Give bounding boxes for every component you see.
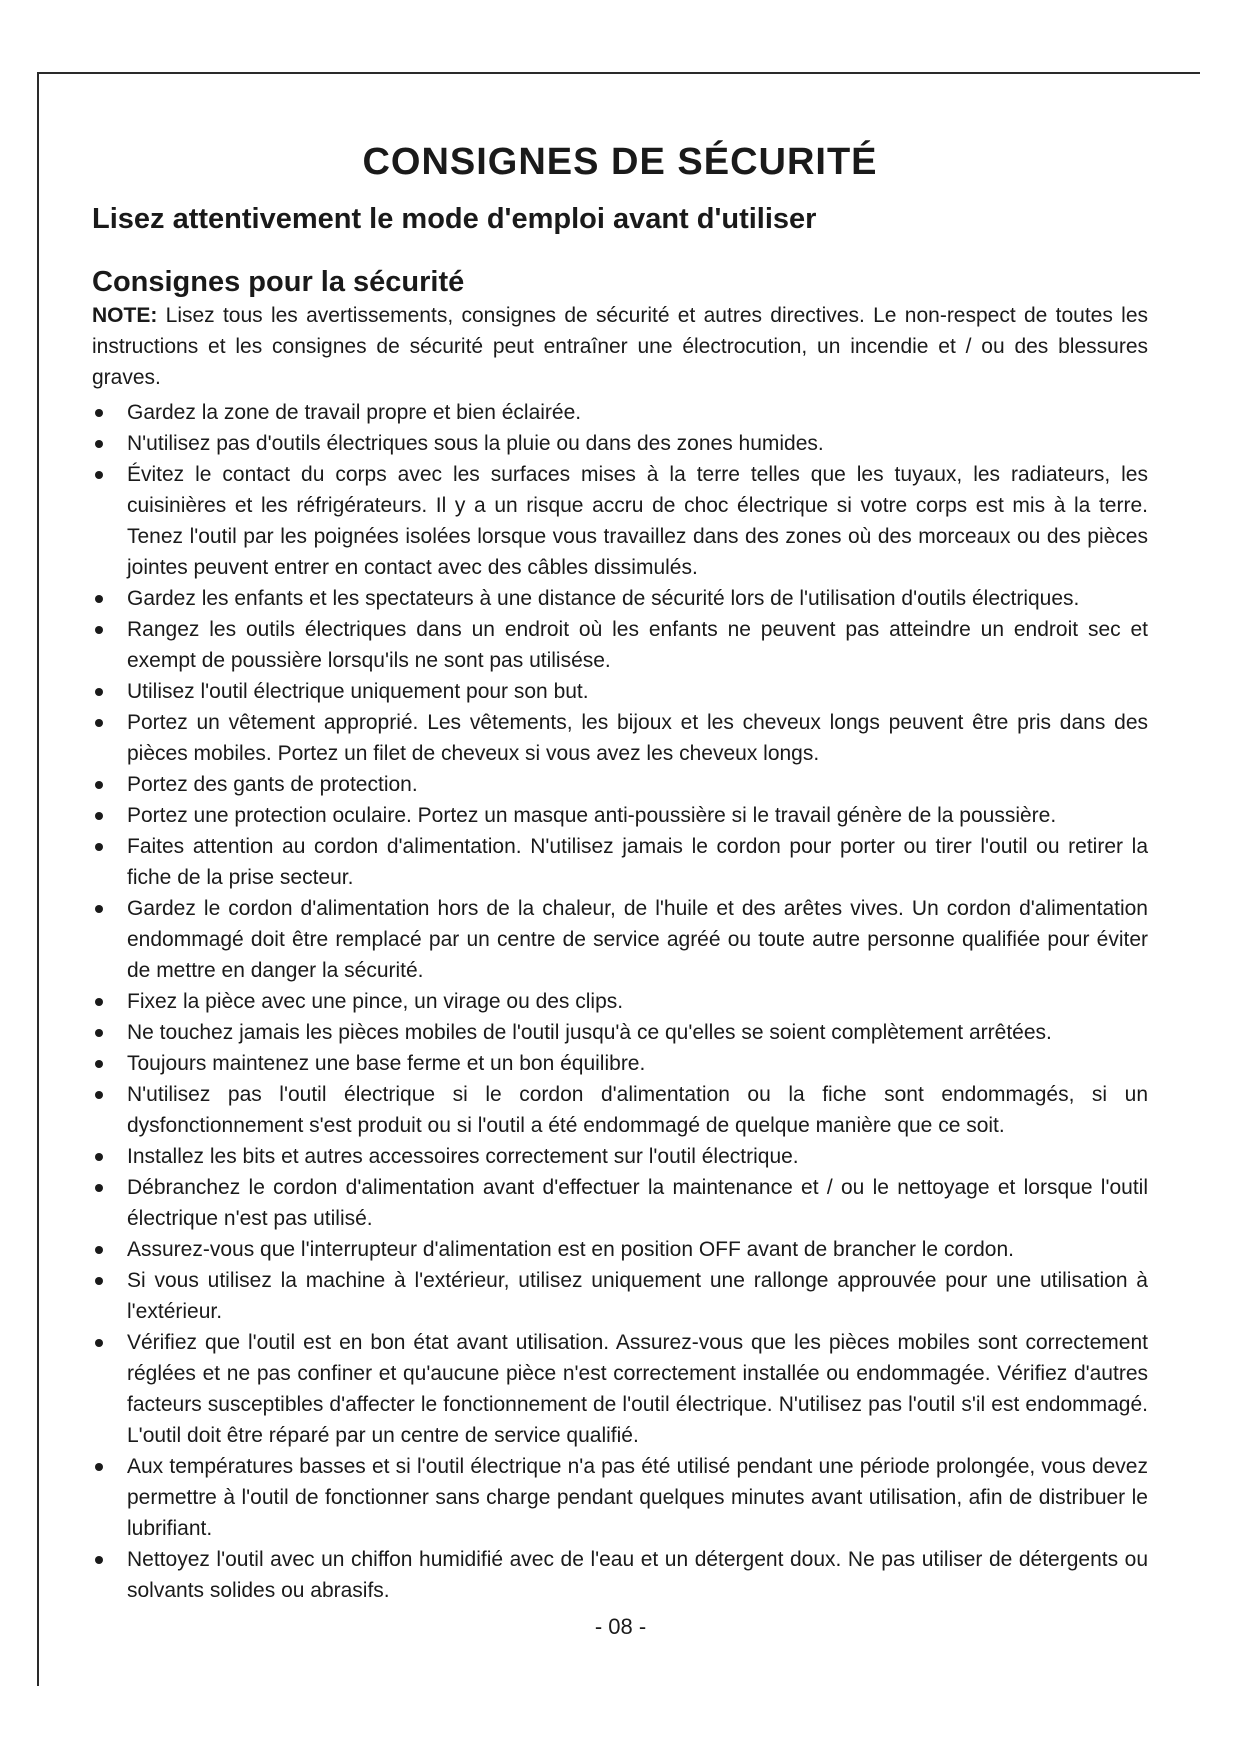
safety-rule-text: Débranchez le cordon d'alimentation avant d'effectuer la maintenance et / ou le nettoyage et lorsque l'outil électrique n'est pas utilisé. xyxy=(127,1176,1148,1230)
safety-rule-item xyxy=(92,428,1148,459)
safety-rule-item xyxy=(92,1079,1148,1141)
bullet-icon xyxy=(95,1091,103,1099)
safety-rule-text: N'utilisez pas d'outils électriques sous la pluie ou dans des zones humides. xyxy=(127,432,824,455)
safety-rule-item xyxy=(92,893,1148,986)
bullet-icon xyxy=(95,595,103,603)
bullet-icon xyxy=(95,1060,103,1068)
bullet-icon xyxy=(95,471,103,479)
safety-rule-item xyxy=(92,1451,1148,1544)
bullet-icon xyxy=(95,1246,103,1254)
note-text: Lisez tous les avertissements, consignes de sécurité et autres directives. Le non-respect de toutes les instructions et les consignes de sécurité peut entraîner une électrocution, un incendie et / ou des blessures graves. xyxy=(92,304,1148,389)
bullet-icon xyxy=(95,1184,103,1192)
bullet-icon xyxy=(95,626,103,634)
safety-rule-text: Faites attention au cordon d'alimentation. N'utilisez jamais le cordon pour porter ou tirer l'outil ou retirer la fiche de la prise secteur. xyxy=(127,835,1148,889)
bullet-icon xyxy=(95,1153,103,1161)
safety-rule-text: Aux températures basses et si l'outil électrique n'a pas été utilisé pendant une période prolongée, vous devez permettre à l'outil de fonctionner sans charge pendant quelques minutes avant utilisation, afin de distribuer le lubrifiant. xyxy=(127,1455,1148,1540)
safety-rule-item xyxy=(92,1234,1148,1265)
safety-rule-item xyxy=(92,707,1148,769)
page-border-left xyxy=(37,72,39,1686)
bullet-icon xyxy=(95,998,103,1006)
page-border-top xyxy=(37,72,1200,74)
safety-rule-text: Utilisez l'outil électrique uniquement pour son but. xyxy=(127,680,589,703)
safety-rule-text: Portez un vêtement approprié. Les vêtements, les bijoux et les cheveux longs peuvent être pris dans des pièces mobiles. Portez un filet de cheveux si vous avez les cheveux longs. xyxy=(127,711,1148,765)
bullet-icon xyxy=(95,1463,103,1471)
document-page xyxy=(92,138,1148,1606)
section-heading: Consignes pour la sécurité xyxy=(92,266,465,298)
safety-rule-item xyxy=(92,397,1148,428)
page-subtitle: Lisez attentivement le mode d'emploi avant d'utiliser xyxy=(92,203,817,235)
bullet-icon xyxy=(95,1339,103,1347)
safety-rule-item xyxy=(92,831,1148,893)
safety-rule-item xyxy=(92,676,1148,707)
safety-rule-text: Installez les bits et autres accessoires correctement sur l'outil électrique. xyxy=(127,1145,799,1168)
safety-rules-list xyxy=(92,397,1148,1606)
safety-rule-item xyxy=(92,614,1148,676)
bullet-icon xyxy=(95,409,103,417)
safety-rule-text: Gardez la zone de travail propre et bien éclairée. xyxy=(127,401,582,424)
safety-rule-item xyxy=(92,800,1148,831)
safety-rule-item xyxy=(92,986,1148,1017)
safety-rule-item xyxy=(92,1327,1148,1451)
safety-rule-item xyxy=(92,1265,1148,1327)
safety-rule-text: Vérifiez que l'outil est en bon état avant utilisation. Assurez-vous que les pièces mobiles sont correctement réglées et ne pas confiner et qu'aucune pièce n'est correctement installée ou endommagée. Vérifiez d'autres facteurs susceptibles d'affecter le fonctionnement de l'outil électrique. N'utilisez pas l'outil s'il est endommagé. L'outil doit être réparé par un centre de service qualifié. xyxy=(127,1331,1148,1447)
safety-rule-item xyxy=(92,769,1148,800)
safety-rule-text: Rangez les outils électriques dans un endroit où les enfants ne peuvent pas atteindre un endroit sec et exempt de poussière lorsqu'ils ne sont pas utilisése. xyxy=(127,618,1148,672)
page-title: CONSIGNES DE SÉCURITÉ xyxy=(362,141,878,183)
bullet-icon xyxy=(95,843,103,851)
safety-rule-text: Toujours maintenez une base ferme et un bon équilibre. xyxy=(127,1052,646,1075)
safety-rule-text: Évitez le contact du corps avec les surfaces mises à la terre telles que les tuyaux, les radiateurs, les cuisinières et les réfrigérateurs. Il y a un risque accru de choc électrique si votre corps est mis à la terre. Tenez l'outil par les poignées isolées lorsque vous travaillez dans des zones où des morceaux ou des pièces jointes peuvent entrer en contact avec des câbles dissimulés. xyxy=(127,463,1148,579)
bullet-icon xyxy=(95,1556,103,1564)
safety-rule-item xyxy=(92,459,1148,583)
safety-rule-text: Nettoyez l'outil avec un chiffon humidifié avec de l'eau et un détergent doux. Ne pas utiliser de détergents ou solvants solides ou abrasifs. xyxy=(127,1548,1148,1602)
bullet-icon xyxy=(95,688,103,696)
bullet-icon xyxy=(95,905,103,913)
note-label: NOTE: xyxy=(92,304,158,327)
safety-rule-text: Fixez la pièce avec une pince, un virage ou des clips. xyxy=(127,990,624,1013)
safety-rule-item xyxy=(92,1172,1148,1234)
safety-rule-item xyxy=(92,1017,1148,1048)
bullet-icon xyxy=(95,781,103,789)
note-paragraph xyxy=(92,300,1148,393)
safety-rule-text: Gardez le cordon d'alimentation hors de la chaleur, de l'huile et des arêtes vives. Un cordon d'alimentation endommagé doit être remplacé par un centre de service agréé ou toute autre personne qualifiée pour éviter de mettre en danger la sécurité. xyxy=(127,897,1148,982)
bullet-icon xyxy=(95,1029,103,1037)
bullet-icon xyxy=(95,812,103,820)
page-number: - 08 - xyxy=(594,1614,647,1639)
safety-rule-text: Portez une protection oculaire. Portez un masque anti-poussière si le travail génère de la poussière. xyxy=(127,804,1057,827)
bullet-icon xyxy=(95,440,103,448)
safety-rule-item xyxy=(92,1048,1148,1079)
safety-rule-text: Portez des gants de protection. xyxy=(127,773,418,796)
safety-rule-text: Assurez-vous que l'interrupteur d'alimentation est en position OFF avant de brancher le cordon. xyxy=(127,1238,1014,1261)
safety-rule-text: N'utilisez pas l'outil électrique si le cordon d'alimentation ou la fiche sont endommagés, si un dysfonctionnement s'est produit ou si l'outil a été endommagé de quelque manière que ce soit. xyxy=(127,1083,1148,1137)
safety-rule-item xyxy=(92,1544,1148,1606)
bullet-icon xyxy=(95,719,103,727)
bullet-icon xyxy=(95,1277,103,1285)
safety-rule-item xyxy=(92,583,1148,614)
safety-rule-item xyxy=(92,1141,1148,1172)
safety-rule-text: Ne touchez jamais les pièces mobiles de l'outil jusqu'à ce qu'elles se soient complètement arrêtées. xyxy=(127,1021,1052,1044)
safety-rule-text: Gardez les enfants et les spectateurs à une distance de sécurité lors de l'utilisation d'outils électriques. xyxy=(127,587,1080,610)
safety-rule-text: Si vous utilisez la machine à l'extérieur, utilisez uniquement une rallonge approuvée pour une utilisation à l'extérieur. xyxy=(127,1269,1148,1323)
